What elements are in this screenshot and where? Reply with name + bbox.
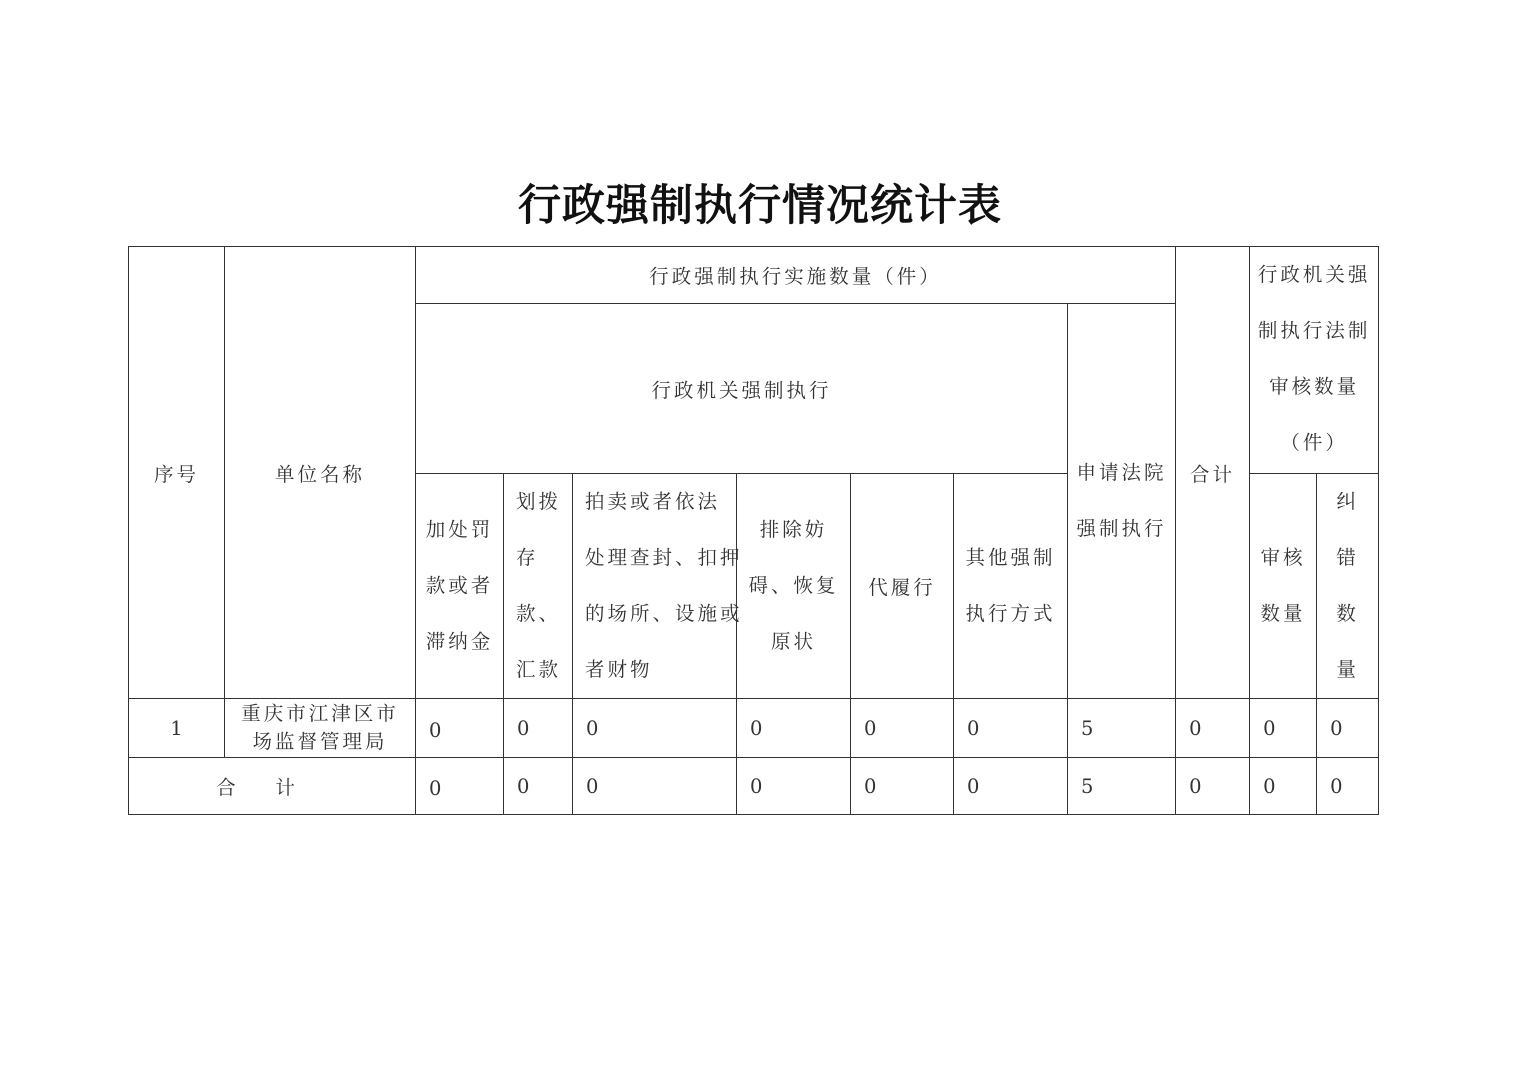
- summary-cell-substitute: 0: [851, 758, 954, 815]
- header-substitute-performance: 代履行: [851, 474, 954, 699]
- page-title: 行政强制执行情况统计表: [518, 181, 1002, 231]
- row-cell-correction: 0: [1317, 699, 1379, 758]
- summary-cell-auction: 0: [573, 758, 737, 815]
- row-cell-other: 0: [954, 699, 1068, 758]
- summary-label: 合 计: [129, 758, 416, 815]
- header-admin-enforcement: 行政机关强制执行: [416, 304, 1068, 474]
- summary-cell-court: 5: [1068, 758, 1176, 815]
- header-transfer-deposit: 划拨 存 款、 汇款: [504, 474, 573, 699]
- row-cell-remove: 0: [737, 699, 851, 758]
- summary-row: [129, 758, 1379, 815]
- header-review-group: 行政机关强 制执行法制 审核数量 （件）: [1250, 247, 1379, 474]
- header-review-count: 审核 数量: [1250, 474, 1317, 699]
- summary-cell-remove: 0: [737, 758, 851, 815]
- header-fine-or-late-fee: 加处罚 款或者 滞纳金: [416, 474, 504, 699]
- row-unit-name: 重庆市江津区市 场监督管理局: [225, 699, 416, 758]
- row-cell-total: 0: [1176, 699, 1250, 758]
- header-other-enforcement: 其他强制 执行方式: [954, 474, 1068, 699]
- summary-cell-fine: 0: [416, 758, 504, 815]
- header-correction-count: 纠 错 数 量: [1317, 474, 1379, 699]
- summary-cell-transfer: 0: [504, 758, 573, 815]
- header-remove-obstruction: 排除妨 碍、恢复 原状: [737, 474, 851, 699]
- row-cell-substitute: 0: [851, 699, 954, 758]
- summary-cell-total: 0: [1176, 758, 1250, 815]
- row-cell-court: 5: [1068, 699, 1176, 758]
- row-seq: 1: [129, 699, 225, 758]
- summary-cell-correction: 0: [1317, 758, 1379, 815]
- header-total: 合计: [1176, 247, 1250, 699]
- header-implement-count: 行政强制执行实施数量（件）: [416, 247, 1176, 304]
- header-auction-seized-property: 拍卖或者依法 处理查封、扣押 的场所、设施或 者财物: [573, 474, 737, 699]
- statistics-table: [128, 246, 1379, 815]
- header-court-enforcement: 申请法院 强制执行: [1068, 304, 1176, 699]
- header-seq: 序号: [129, 247, 225, 699]
- row-cell-transfer: 0: [504, 699, 573, 758]
- summary-cell-other: 0: [954, 758, 1068, 815]
- row-cell-auction: 0: [573, 699, 737, 758]
- row-cell-review: 0: [1250, 699, 1317, 758]
- row-cell-fine: 0: [416, 699, 504, 758]
- summary-cell-review: 0: [1250, 758, 1317, 815]
- table-row: [129, 699, 1379, 758]
- header-unit-name: 单位名称: [225, 247, 416, 699]
